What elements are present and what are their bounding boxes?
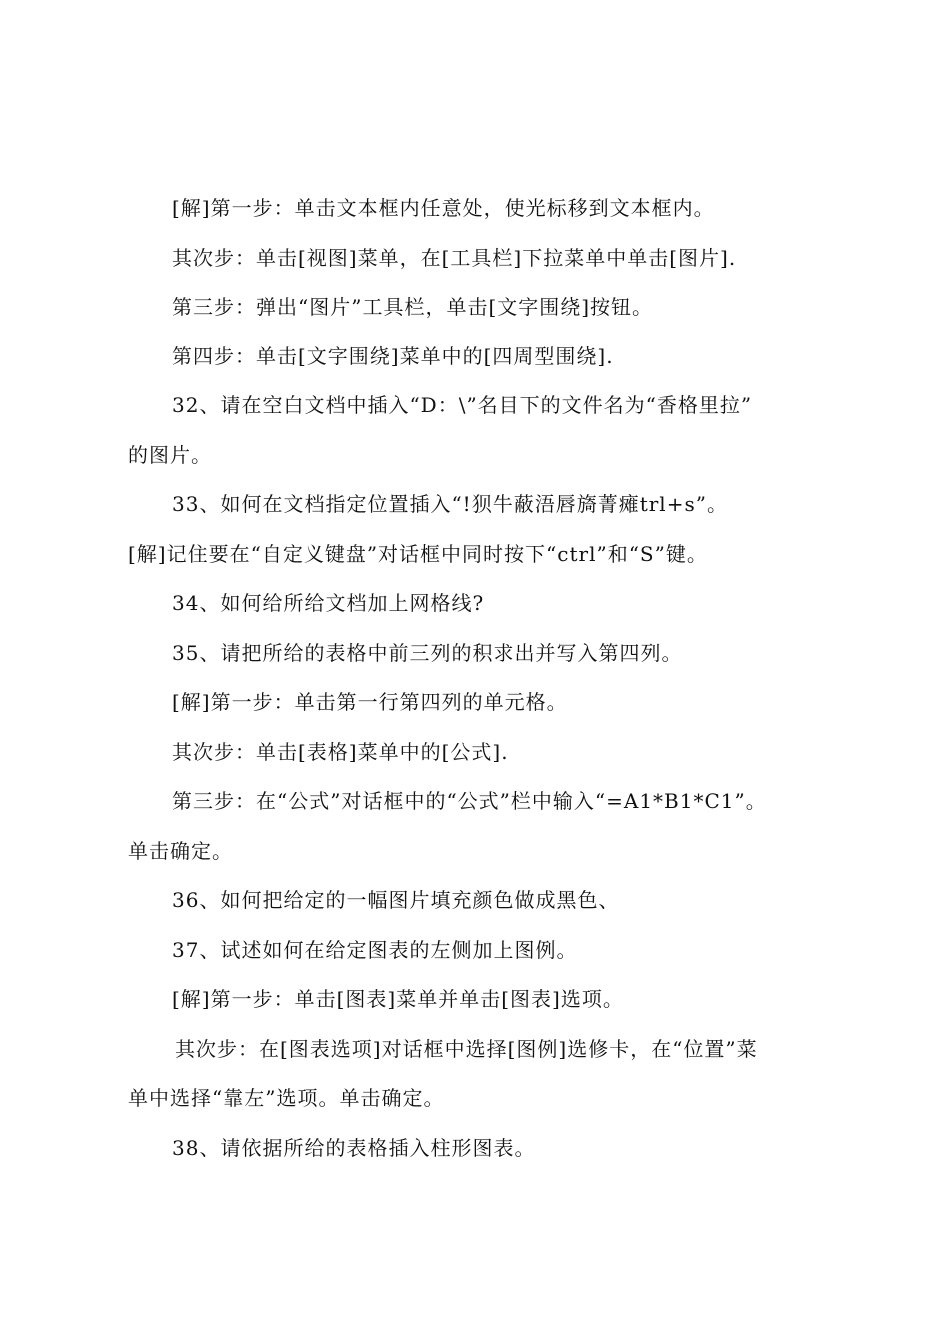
question-36: 36、如何把给定的一幅图片填充颜色做成黑色、: [172, 888, 620, 912]
question-37: 37、试述如何在给定图表的左侧加上图例。: [172, 938, 578, 962]
paragraph-line: 第四步：单击[文字围绕]菜单中的[四周型围绕].: [172, 344, 614, 368]
question-35: 35、请把所给的表格中前三列的积求出并写入第四列。: [172, 641, 683, 665]
question-32: 32、请在空白文档中插入“D：\”名目下的文件名为“香格里拉”: [172, 393, 753, 417]
paragraph-line: [解]第一步：单击第一行第四列的单元格。: [172, 690, 568, 714]
paragraph-line: 其次步：在[图表选项]对话框中选择[图例]选修卡，在“位置”菜: [175, 1037, 758, 1061]
paragraph-line: [解]记住要在“自定义键盘”对话框中同时按下“ctrl”和“S”键。: [128, 542, 708, 566]
paragraph-line: 的图片。: [128, 443, 212, 467]
paragraph-line: 第三步：在“公式”对话框中的“公式”栏中输入“=A1*B1*C1”。: [172, 789, 767, 813]
paragraph-line: 其次步：单击[表格]菜单中的[公式].: [172, 740, 509, 764]
paragraph-line: 其次步：单击[视图]菜单，在[工具栏]下拉菜单中单击[图片].: [172, 246, 737, 270]
question-34: 34、如何给所给文档加上网格线?: [172, 591, 485, 615]
paragraph-line: [解]第一步：单击[图表]菜单并单击[图表]选项。: [172, 987, 624, 1011]
paragraph-line: 单击确定。: [128, 839, 233, 863]
question-33: 33、如何在文档指定位置插入“!狈牛蔽浯唇旖菁瘫trl+s”。: [172, 492, 728, 516]
paragraph-line: [解]第一步：单击文本框内任意处，使光标移到文本框内。: [172, 196, 715, 220]
paragraph-line: 第三步：弹出“图片”工具栏，单击[文字围绕]按钮。: [172, 295, 654, 319]
question-38: 38、请依据所给的表格插入柱形图表。: [172, 1136, 536, 1160]
paragraph-line: 单中选择“靠左”选项。单击确定。: [128, 1086, 445, 1110]
